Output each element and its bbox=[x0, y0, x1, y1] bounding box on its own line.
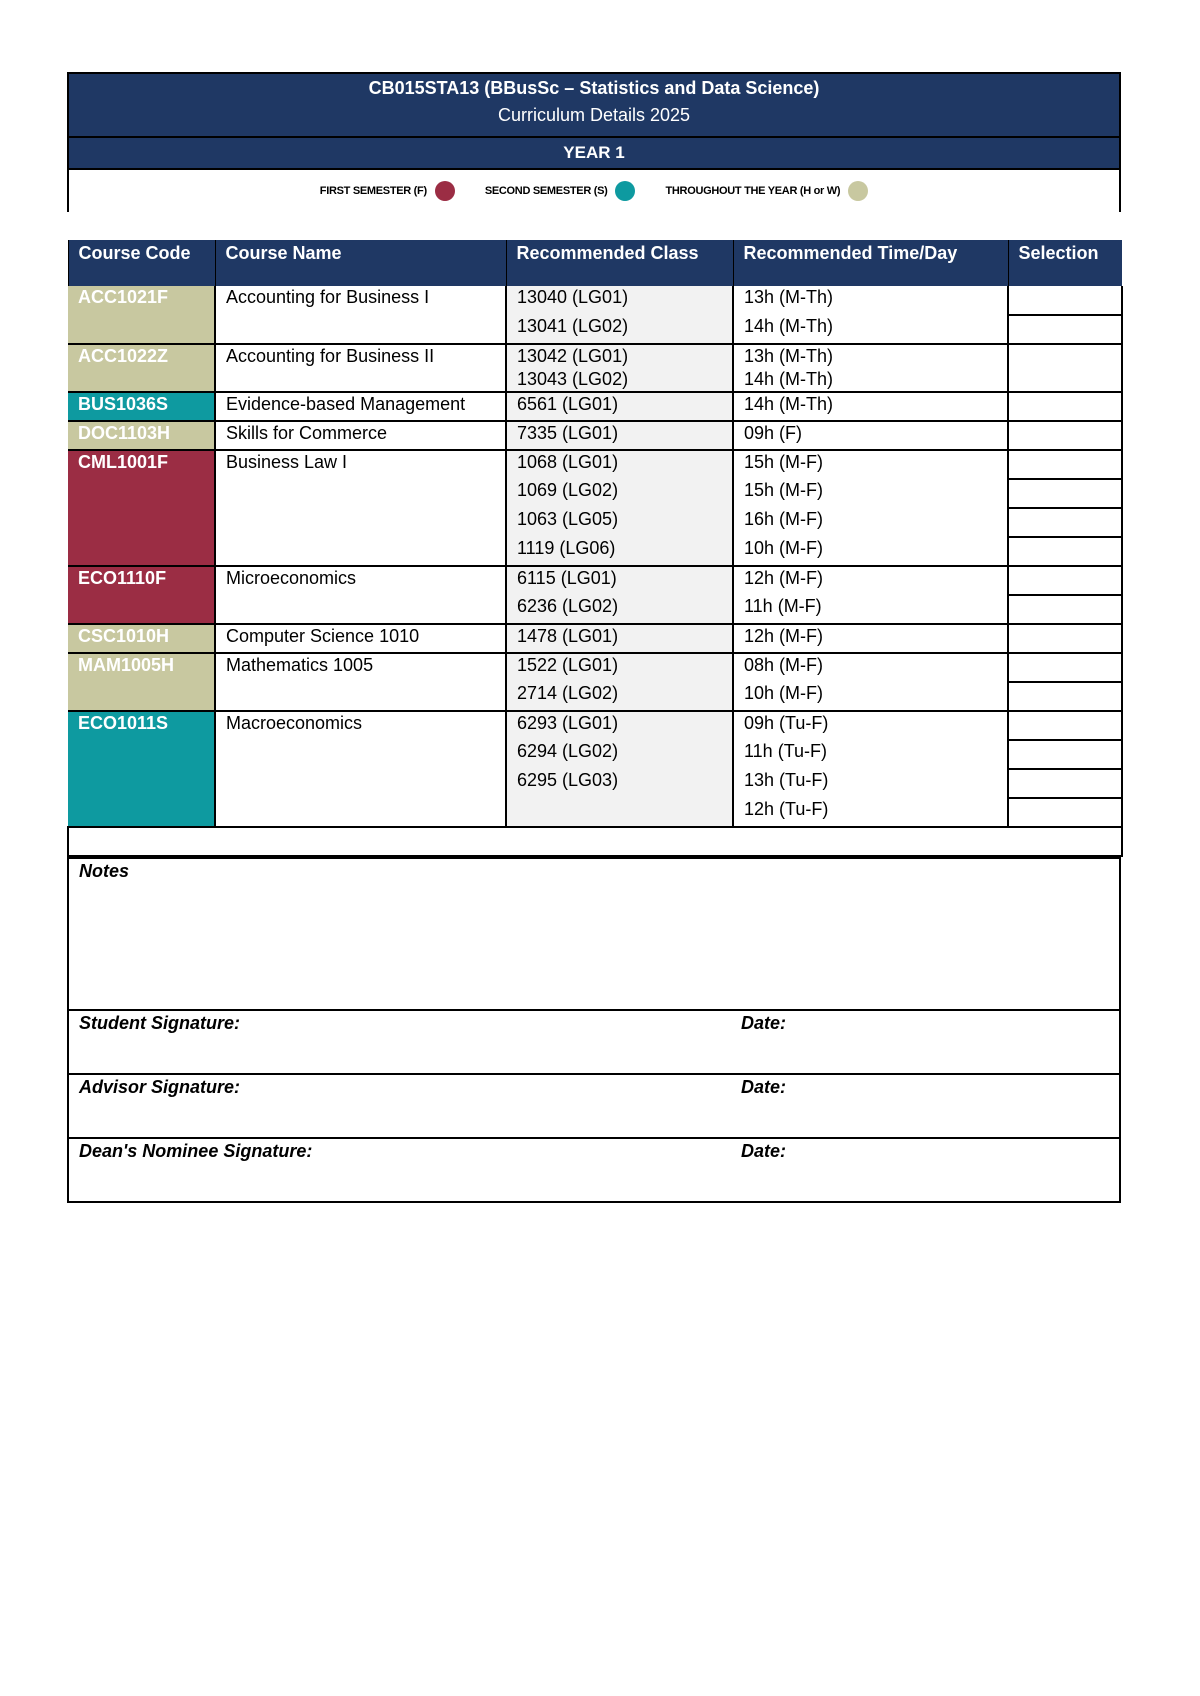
course-name: Computer Science 1010 bbox=[215, 624, 506, 653]
recommended-class: 6294 (LG02) bbox=[506, 740, 733, 769]
selection-cell[interactable] bbox=[1008, 421, 1122, 450]
recommended-time: 15h (M-F) bbox=[733, 450, 1008, 479]
legend-label: SECOND SEMESTER (S) bbox=[484, 185, 608, 197]
recommended-class: 6115 (LG01) bbox=[506, 566, 733, 595]
selection-cell[interactable] bbox=[1008, 624, 1122, 653]
table-row bbox=[68, 286, 1122, 315]
curriculum-sheet bbox=[67, 72, 1121, 1203]
recommended-time: 10h (M-F) bbox=[744, 683, 824, 703]
course-name: Microeconomics bbox=[215, 566, 506, 624]
course-code: MAM1005H bbox=[68, 653, 215, 711]
table-row bbox=[68, 421, 1122, 450]
title-band bbox=[69, 74, 1119, 138]
year-label: YEAR 1 bbox=[69, 138, 1119, 170]
student-signature-field[interactable] bbox=[69, 1009, 1119, 1073]
selection-cell[interactable] bbox=[1008, 315, 1122, 344]
recommended-time: 13h (Tu-F) bbox=[744, 770, 829, 790]
first-semester-dot-icon bbox=[435, 181, 455, 201]
course-code: ECO1011S bbox=[68, 711, 215, 827]
recommended-class: 6295 (LG03) bbox=[506, 769, 733, 798]
recommended-class: 1063 (LG05) bbox=[506, 508, 733, 537]
signature-label: Dean's Nominee Signature: bbox=[79, 1141, 313, 1161]
table-row bbox=[68, 392, 1122, 421]
recommended-time: 14h (M-Th) bbox=[733, 392, 1008, 421]
recommended-class bbox=[506, 798, 733, 827]
recommended-time: 10h (M-F) bbox=[744, 538, 824, 558]
selection-cell[interactable] bbox=[1008, 740, 1122, 769]
recommended-time: 14h (M-Th) bbox=[744, 316, 834, 336]
course-name: Skills for Commerce bbox=[215, 421, 506, 450]
notes-label: Notes bbox=[79, 861, 130, 881]
recommended-class: 13041 (LG02) bbox=[506, 315, 733, 344]
spacer-row bbox=[68, 827, 1122, 856]
legend-label: THROUGHOUT THE YEAR (H or W) bbox=[665, 185, 841, 197]
col-selection: Selection bbox=[1008, 240, 1122, 286]
selection-cell[interactable] bbox=[1008, 344, 1122, 392]
curriculum-subtitle: Curriculum Details 2025 bbox=[497, 105, 691, 125]
legend-second-semester bbox=[485, 181, 636, 201]
course-code: BUS1036S bbox=[68, 392, 215, 421]
selection-cell[interactable] bbox=[1008, 653, 1122, 682]
table-row bbox=[68, 624, 1122, 653]
course-code: ECO1110F bbox=[68, 566, 215, 624]
table-row bbox=[68, 344, 1122, 392]
recommended-class: 1478 (LG01) bbox=[506, 624, 733, 653]
recommended-time: 11h (M-F) bbox=[744, 596, 822, 616]
recommended-class: 1069 (LG02) bbox=[506, 479, 733, 508]
legend-throughout-year bbox=[665, 181, 868, 201]
sign-off-section bbox=[67, 857, 1121, 1203]
recommended-time: 16h (M-F) bbox=[744, 509, 824, 529]
recommended-time: 13h (M-Th) 14h (M-Th) bbox=[733, 344, 1008, 392]
advisor-signature-field[interactable] bbox=[69, 1073, 1119, 1137]
recommended-time: 09h (F) bbox=[733, 421, 1008, 450]
selection-cell[interactable] bbox=[1008, 711, 1122, 740]
legend-label: FIRST SEMESTER (F) bbox=[319, 185, 427, 197]
selection-cell[interactable] bbox=[1008, 450, 1122, 479]
recommended-time: 12h (M-F) bbox=[733, 566, 1008, 595]
recommended-class: 7335 (LG01) bbox=[506, 421, 733, 450]
recommended-class: 6236 (LG02) bbox=[506, 595, 733, 624]
selection-cell[interactable] bbox=[1008, 798, 1122, 827]
recommended-time: 12h (Tu-F) bbox=[744, 799, 829, 819]
selection-cell[interactable] bbox=[1008, 595, 1122, 624]
course-name: Accounting for Business II bbox=[215, 344, 506, 392]
date-label: Date: bbox=[741, 1141, 787, 1161]
selection-cell[interactable] bbox=[1008, 508, 1122, 537]
recommended-class: 2714 (LG02) bbox=[506, 682, 733, 711]
col-recommended-time: Recommended Time/Day bbox=[733, 240, 1008, 286]
recommended-class: 6561 (LG01) bbox=[506, 392, 733, 421]
recommended-time: 15h (M-F) bbox=[744, 480, 824, 500]
course-name: Evidence-based Management bbox=[215, 392, 506, 421]
date-label: Date: bbox=[741, 1013, 787, 1033]
throughout-year-dot-icon bbox=[848, 181, 868, 201]
signature-label: Advisor Signature: bbox=[79, 1077, 241, 1097]
course-name: Mathematics 1005 bbox=[215, 653, 506, 711]
selection-cell[interactable] bbox=[1008, 479, 1122, 508]
course-name: Macroeconomics bbox=[215, 711, 506, 827]
col-recommended-class: Recommended Class bbox=[506, 240, 733, 286]
selection-cell[interactable] bbox=[1008, 286, 1122, 315]
selection-cell[interactable] bbox=[1008, 392, 1122, 421]
recommended-class: 13040 (LG01) bbox=[506, 286, 733, 315]
recommended-class: 1522 (LG01) bbox=[506, 653, 733, 682]
semester-legend bbox=[67, 170, 1121, 212]
recommended-time: 09h (Tu-F) bbox=[733, 711, 1008, 740]
deans-nominee-signature-field[interactable] bbox=[69, 1137, 1119, 1201]
programme-title: CB015STA13 (BBusSc – Statistics and Data Science) bbox=[368, 78, 820, 98]
recommended-time: 13h (M-Th) bbox=[744, 287, 834, 307]
table-row bbox=[68, 566, 1122, 595]
signature-label: Student Signature: bbox=[79, 1013, 240, 1033]
table-row bbox=[68, 653, 1122, 682]
selection-cell[interactable] bbox=[1008, 682, 1122, 711]
course-code: CML1001F bbox=[68, 450, 215, 566]
course-code: ACC1022Z bbox=[68, 344, 215, 392]
table-row bbox=[68, 450, 1122, 479]
course-code: ACC1021F bbox=[68, 286, 215, 344]
date-label: Date: bbox=[741, 1077, 787, 1097]
recommended-class: 6293 (LG01) bbox=[506, 711, 733, 740]
course-code: DOC1103H bbox=[68, 421, 215, 450]
recommended-time: 12h (M-F) bbox=[733, 624, 1008, 653]
sheet-header bbox=[67, 72, 1121, 212]
recommended-time: 11h (Tu-F) bbox=[744, 741, 828, 761]
course-name: Accounting for Business I bbox=[215, 286, 506, 344]
table-header-row bbox=[68, 240, 1122, 286]
notes-box[interactable] bbox=[69, 857, 1119, 1009]
legend-first-semester bbox=[320, 181, 455, 201]
course-table bbox=[67, 240, 1123, 857]
selection-cell[interactable] bbox=[1008, 537, 1122, 566]
course-code: CSC1010H bbox=[68, 624, 215, 653]
recommended-class: 1119 (LG06) bbox=[506, 537, 733, 566]
col-course-name: Course Name bbox=[215, 240, 506, 286]
recommended-class: 1068 (LG01) bbox=[506, 450, 733, 479]
recommended-class: 13042 (LG01) 13043 (LG02) bbox=[506, 344, 733, 392]
col-course-code: Course Code bbox=[68, 240, 215, 286]
recommended-time: 08h (M-F) bbox=[733, 653, 1008, 682]
course-body bbox=[68, 286, 1122, 827]
course-name: Business Law I bbox=[215, 450, 506, 566]
table-row bbox=[68, 711, 1122, 740]
selection-cell[interactable] bbox=[1008, 566, 1122, 595]
selection-cell[interactable] bbox=[1008, 769, 1122, 798]
second-semester-dot-icon bbox=[615, 181, 635, 201]
